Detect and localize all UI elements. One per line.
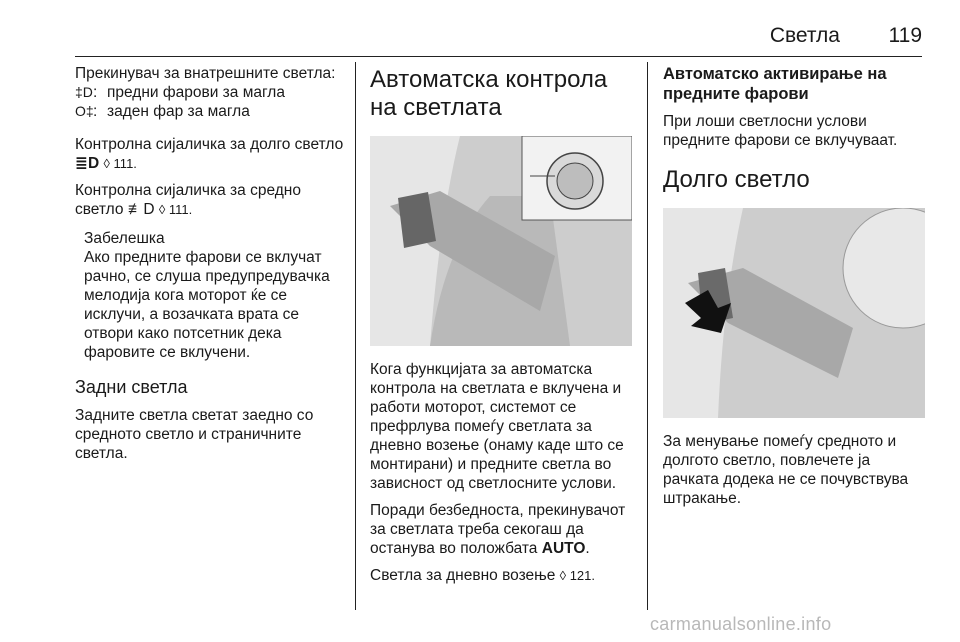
page-title: Светла xyxy=(769,24,840,47)
drl-paragraph: Светла за дневно возење ◊ 121. xyxy=(370,567,595,584)
column-3 xyxy=(663,64,925,516)
column-1 xyxy=(75,64,347,471)
low-beam-paragraph: Контролна сијаличка за средно светло ≢D ◊ 111. xyxy=(75,182,301,218)
note-block xyxy=(84,229,347,362)
column-divider-1 xyxy=(355,62,356,610)
auto-light-text: Кога функцијата за автоматска контрола на светлата е вклучена и работи моторот, системот се префрлува помеѓу светлата за дневно возење (онаму каде што се монтирани) и предните светла во зависност од светлосните услови. xyxy=(370,361,624,492)
rear-fog-icon: O‡ xyxy=(75,103,94,119)
intro-text: Прекинувач за внатрешните светла: xyxy=(75,65,336,82)
page-number: 119 xyxy=(888,24,922,47)
section-title-auto-light: Автоматска контрола на светлата xyxy=(370,66,608,121)
column-divider-2 xyxy=(647,62,648,610)
page-reference: ◊ 111. xyxy=(158,202,193,217)
auto-label: AUTO xyxy=(541,540,586,557)
light-switch-illustration xyxy=(370,136,632,346)
note-text: Ако предните фарови се вклучат рачно, се слуша предупредувачка мелодија кога моторот ќе се исклучи, а возачката врата се отвори како потсетник дека фаровите се вклучени. xyxy=(84,249,330,361)
section-title-auto-headlights: Автоматско активирање на предните фарови xyxy=(663,65,887,103)
watermark: carmanualsonline.info xyxy=(650,614,832,634)
page-header xyxy=(75,22,922,57)
low-beam-icon: ≢D xyxy=(127,201,155,218)
symbol-row-rear-fog: O‡ : заден фар за магла xyxy=(75,103,250,120)
high-beam-paragraph: Контролна сијаличка за долго светло ≣D ◊ 111. xyxy=(75,136,344,172)
page-reference: ◊ 111. xyxy=(103,156,137,171)
high-beam-icon: ≣D xyxy=(75,155,100,172)
symbol-row-front-fog: ‡D : предни фарови за магла xyxy=(75,84,285,101)
symbol-text: предни фарови за магла xyxy=(107,84,285,101)
page-reference: ◊ 121. xyxy=(559,568,595,583)
front-fog-icon: ‡D xyxy=(75,84,93,100)
section-title-high-beam: Долго светло xyxy=(663,166,810,193)
safety-paragraph: Поради безбедноста, прекинувачот за светлата треба секогаш да останува во положбата AUTO. xyxy=(370,502,626,557)
high-beam-lever-illustration xyxy=(663,208,925,418)
note-heading: Забелешка xyxy=(84,230,165,247)
high-beam-text: За менување помеѓу средното и долгото светло, повлечете ја рачката додека не се почувствува штракање. xyxy=(663,433,909,507)
section-title-rear-lights: Задни светла xyxy=(75,377,188,397)
column-2 xyxy=(370,64,632,593)
rear-lights-text: Задните светла светат заедно со средното светло и страничните светла. xyxy=(75,407,314,462)
auto-headlights-text: При лоши светлосни услови предните фарови се вклучуваат. xyxy=(663,113,898,149)
symbol-text: заден фар за магла xyxy=(107,103,250,120)
